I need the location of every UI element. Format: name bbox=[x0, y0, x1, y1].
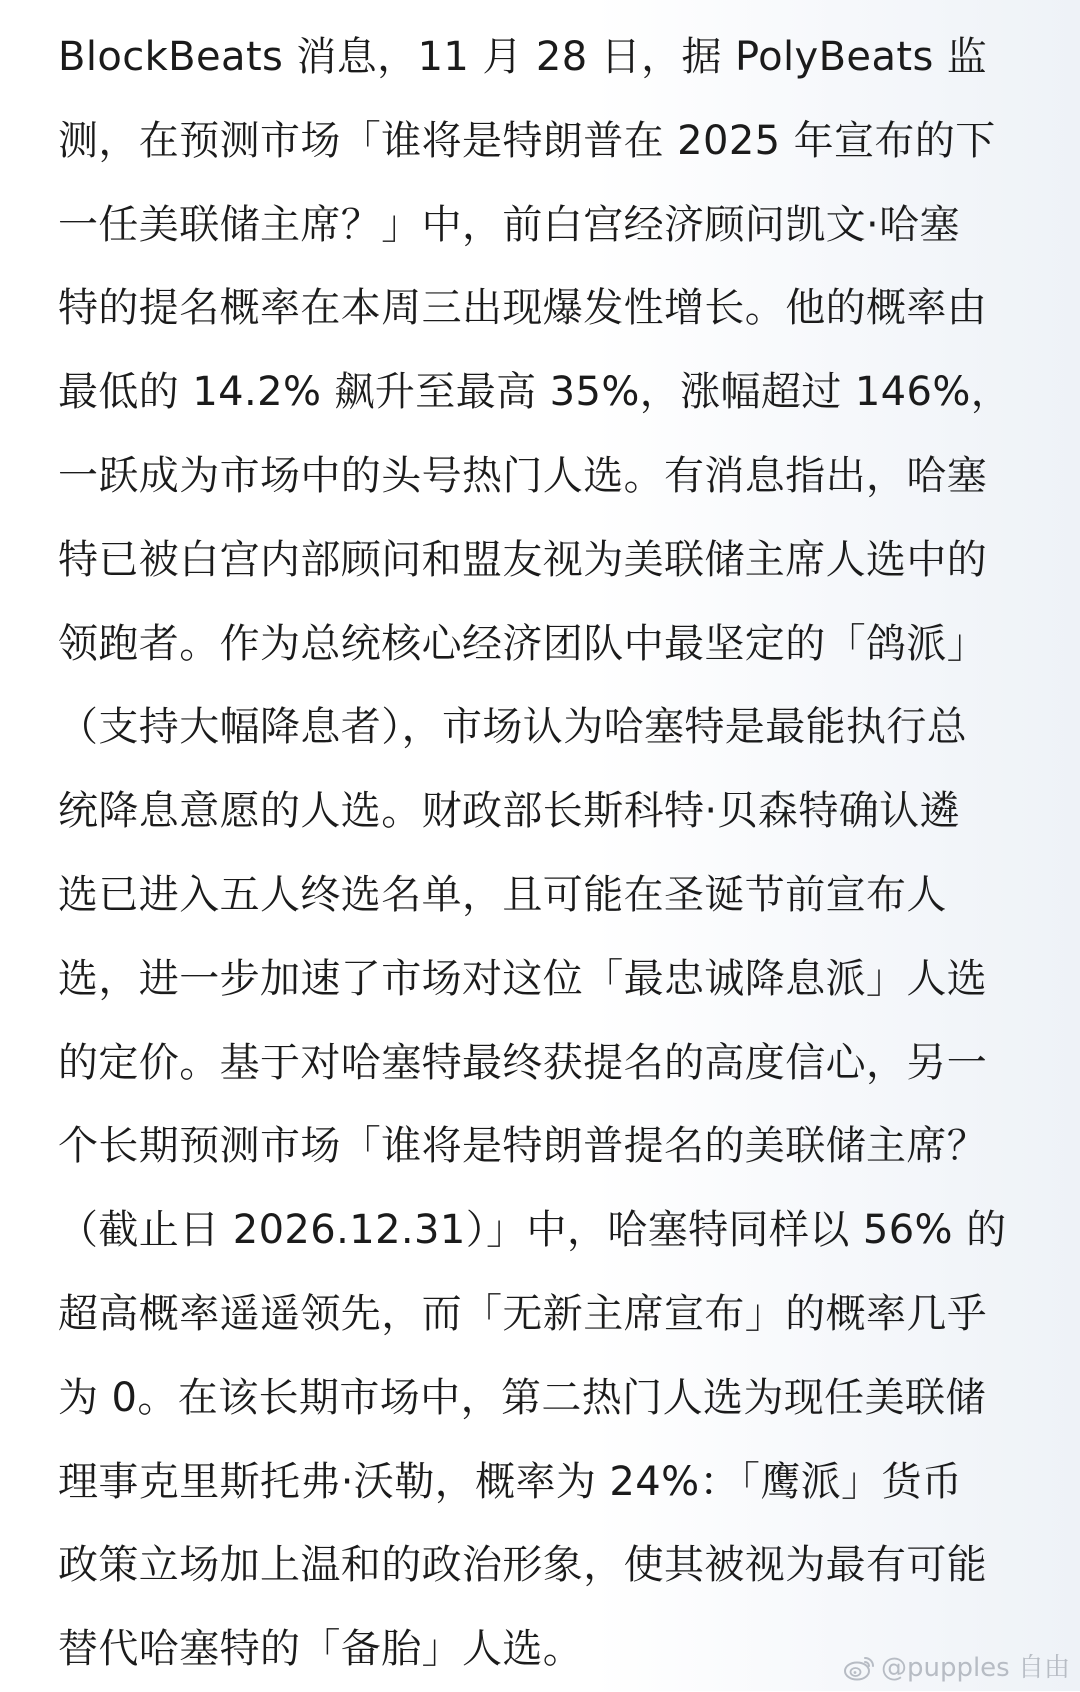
article-line-9: （支持大幅降息者），市场认为哈塞特是最能执行总 bbox=[58, 704, 968, 751]
weibo-logo-icon bbox=[843, 1654, 875, 1682]
article-line-8: 领跑者。作为总统核心经济团队中最坚定的「鸽派」 bbox=[58, 620, 988, 667]
article-line-3: 一任美联储主席？」中，前白宫经济顾问凯文·哈塞 bbox=[58, 201, 960, 248]
article-line-2: 测，在预测市场「谁将是特朗普在 2025 年宣布的下 bbox=[58, 117, 996, 164]
article-line-4: 特的提名概率在本周三出现爆发性增长。他的概率由 bbox=[58, 285, 988, 332]
article-line-7: 特已被白宫内部顾问和盟友视为美联储主席人选中的 bbox=[58, 536, 988, 583]
article-line-14: 个长期预测市场「谁将是特朗普提名的美联储主席？ bbox=[58, 1123, 988, 1170]
article-line-1: BlockBeats 消息，11 月 28 日，据 PolyBeats 监 bbox=[58, 34, 988, 80]
article-line-12: 选，进一步加速了市场对这位「最忠诚降息派」人选 bbox=[58, 955, 988, 1002]
article-body bbox=[58, 16, 1028, 1692]
article-line-18: 理事克里斯托弗·沃勒，概率为 24%：「鹰派」货币 bbox=[58, 1458, 963, 1505]
article-line-13: 的定价。基于对哈塞特最终获提名的高度信心，另一 bbox=[58, 1039, 988, 1086]
article-line-15: （截止日 2026.12.31）」中，哈塞特同样以 56% 的 bbox=[58, 1207, 1007, 1254]
watermark bbox=[843, 1653, 1070, 1683]
article-line-11: 选已进入五人终选名单，且可能在圣诞节前宣布人 bbox=[58, 871, 947, 918]
article-line-19: 政策立场加上温和的政治形象，使其被视为最有可能 bbox=[58, 1542, 988, 1589]
article-line-10: 统降息意愿的人选。财政部长斯科特·贝森特确认遴 bbox=[58, 788, 960, 835]
article-line-16: 超高概率遥遥领先，而「无新主席宣布」的概率几乎 bbox=[58, 1290, 988, 1337]
article-line-20: 替代哈塞特的「备胎」人选。 bbox=[58, 1626, 584, 1673]
article-line-6: 一跃成为市场中的头号热门人选。有消息指出，哈塞 bbox=[58, 452, 988, 499]
watermark-text: @pupples 自由 bbox=[880, 1653, 1070, 1683]
article-line-17: 为 0。在该长期市场中，第二热门人选为现任美联储 bbox=[58, 1374, 986, 1421]
article-line-5: 最低的 14.2% 飙升至最高 35%，涨幅超过 146%， bbox=[58, 369, 1012, 416]
